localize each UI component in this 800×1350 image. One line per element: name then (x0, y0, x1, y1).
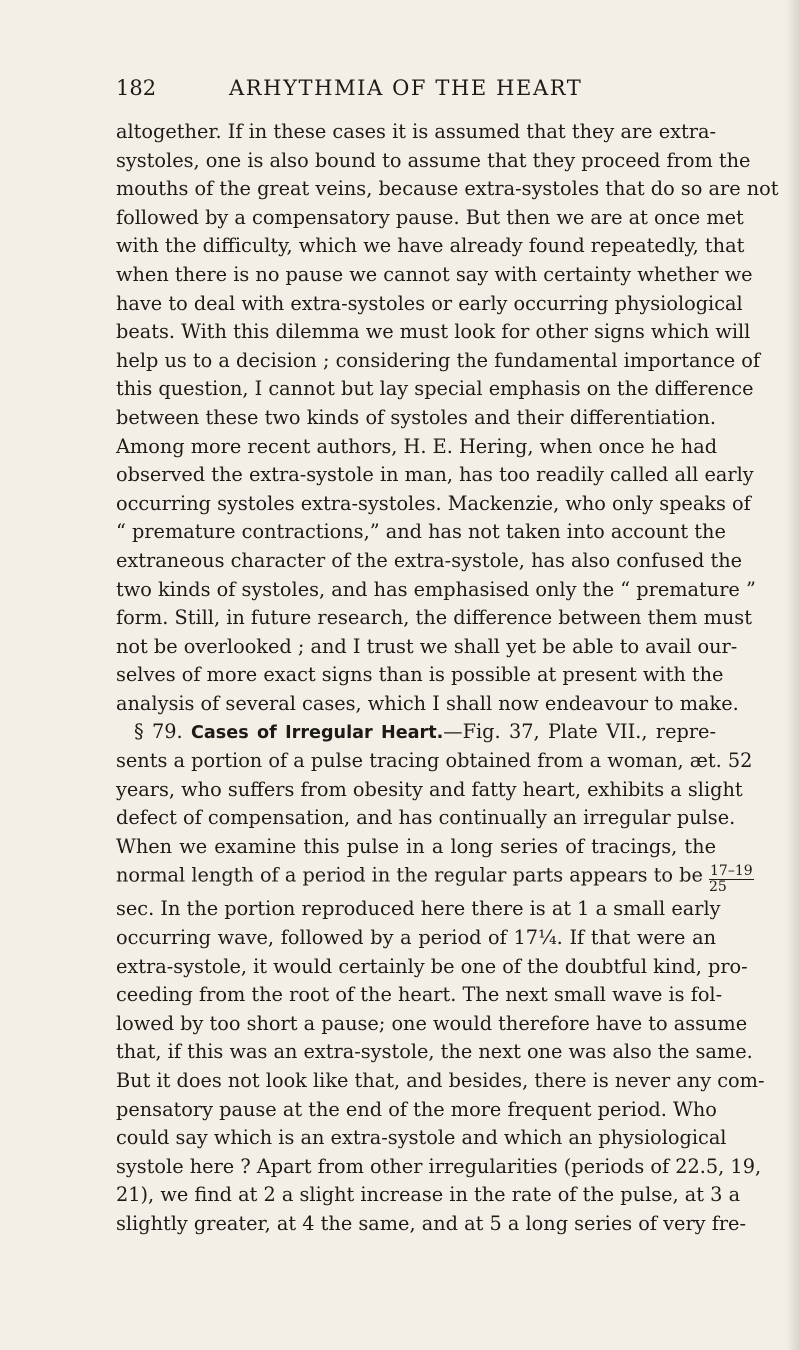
text-line: this question, I cannot but lay special emphasis on the difference (116, 377, 754, 401)
text-line: could say which is an extra-systole and which an physiological (116, 1126, 727, 1150)
text-line: selves of more exact signs than is possible at present with the (116, 663, 724, 687)
running-head: ARHYTHMIA OF THE HEART (229, 76, 583, 100)
fraction-denominator: 25 (709, 879, 727, 896)
text-line: sents a portion of a pulse tracing obtained from a woman, æt. 52 (116, 749, 753, 773)
page-edge-shadow (786, 0, 800, 1350)
text-line: systoles, one is also bound to assume that they proceed from the (116, 148, 751, 172)
text-line: extraneous character of the extra-systole, has also confused the (116, 548, 743, 572)
text-line: But it does not look like that, and besides, there is never any com- (116, 1069, 765, 1092)
text-line: analysis of several cases, which I shall now endeavour to make. (116, 691, 739, 715)
section-line-rest: —Fig. 37, Plate VII., repre- (443, 720, 716, 744)
text-line: followed by a compensatory pause. But then we are at once met (116, 205, 744, 229)
text-line: “ premature contractions,” and has not taken into account the (116, 520, 726, 544)
fraction (709, 864, 754, 895)
text-line: occurring systoles extra-systoles. Mackenzie, who only speaks of (116, 491, 751, 515)
text-line: when there is no pause we cannot say with certainty whether we (116, 262, 753, 286)
text-line: between these two kinds of systoles and their differentiation. (116, 405, 716, 429)
text-line: pensatory pause at the end of the more frequent period. Who (116, 1097, 717, 1121)
section-heading-line (116, 718, 716, 747)
text-line: ceeding from the root of the heart. The next small wave is fol- (116, 983, 723, 1007)
text-line: that, if this was an extra-systole, the next one was also the same. (116, 1040, 753, 1064)
text-line: lowed by too short a pause; one would therefore have to assume (116, 1011, 748, 1035)
text-line: sec. In the portion reproduced here there is at 1 a small early (116, 897, 721, 921)
text-line: defect of compensation, and has continually an irregular pulse. (116, 806, 736, 830)
section-title: Cases of Irregular Heart. (191, 723, 444, 744)
section-number: § 79. (134, 720, 183, 744)
text-line: observed the extra-systole in man, has too readily called all early (116, 463, 754, 487)
text-line: Among more recent authors, H. E. Hering, when once he had (116, 434, 718, 458)
text-line: extra-systole, it would certainly be one of the doubtful kind, pro- (116, 954, 748, 978)
text-line: slightly greater, at 4 the same, and at 5 a long series of very fre- (116, 1211, 746, 1235)
text-line: not be overlooked ; and I trust we shall yet be able to avail our- (116, 634, 738, 658)
text-line: help us to a decision ; considering the fundamental importance of (116, 348, 761, 372)
text-line: When we examine this pulse in a long series of tracings, the (116, 834, 716, 858)
text-line: have to deal with extra-systoles or early occurring physiological (116, 291, 743, 315)
fraction-line (116, 861, 753, 896)
text-line: 21), we find at 2 a slight increase in the rate of the pulse, at 3 a (116, 1183, 741, 1207)
text-line: form. Still, in future research, the difference between them must (116, 606, 752, 630)
text-line: with the difficulty, which we have already found repeatedly, that (116, 234, 745, 258)
text-line: systole here ? Apart from other irregularities (periods of 22.5, 19, (116, 1154, 762, 1178)
text-line: years, who suffers from obesity and fatty heart, exhibits a slight (116, 777, 743, 801)
text-line: altogether. If in these cases it is assumed that they are extra- (116, 120, 716, 143)
text-line: occurring wave, followed by a period of 17¼. If that were an (116, 926, 716, 950)
fraction-numerator: 17–19 (710, 863, 753, 880)
fraction-line-text: normal length of a period in the regular parts appears to be (116, 863, 703, 887)
text-line: beats. With this dilemma we must look for other signs which will (116, 320, 751, 344)
body-text (116, 118, 779, 1239)
page-header (116, 76, 716, 106)
text-line: two kinds of systoles, and has emphasised only the “ premature ” (116, 577, 756, 601)
text-line: mouths of the great veins, because extra-systoles that do so are not (116, 177, 779, 201)
page-number: 182 (116, 76, 157, 100)
